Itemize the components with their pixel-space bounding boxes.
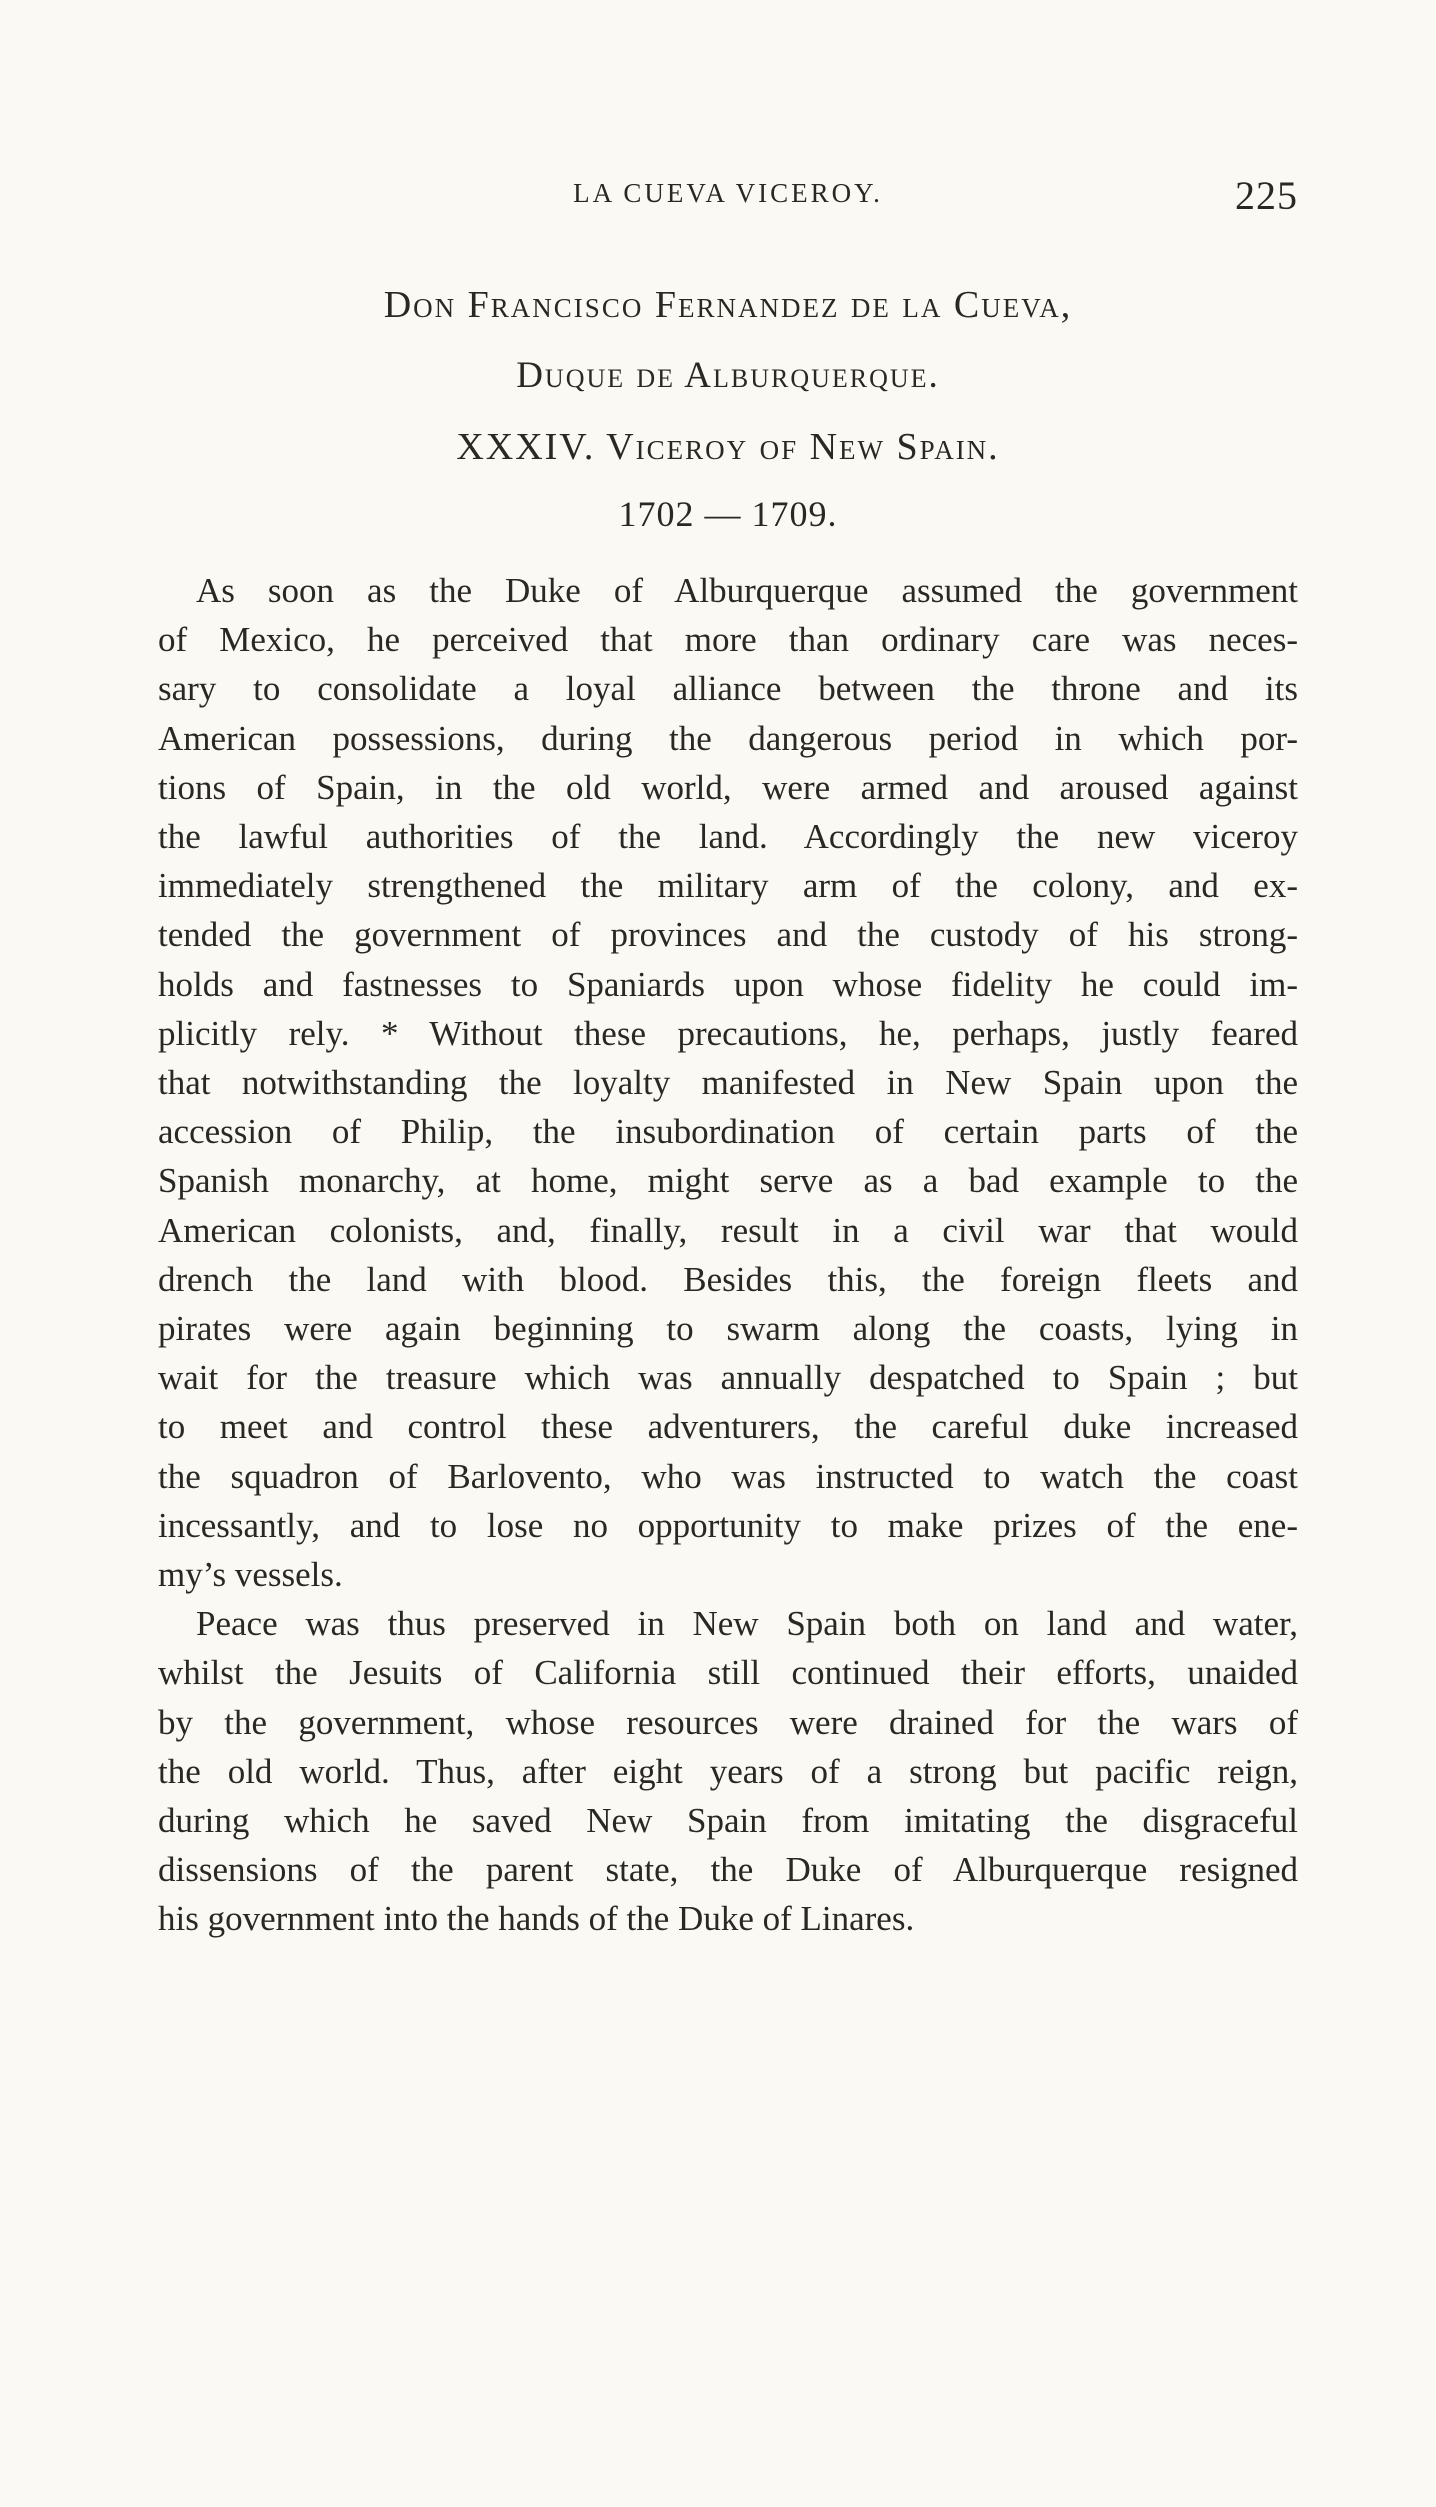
text-line: Spanish monarchy, at home, might serve as a bad example to the xyxy=(158,1161,1298,1201)
body-text xyxy=(158,566,1298,1944)
paragraph-2 xyxy=(158,1599,1298,1943)
text-line: accession of Philip, the insubordination of certain parts of the xyxy=(158,1112,1298,1152)
heading-title: Duque de Alburquerque. xyxy=(516,355,940,396)
text-line: immediately strengthened the military arm of the colony, and ex- xyxy=(158,866,1298,906)
text-line: to meet and control these adventurers, the careful duke increased xyxy=(158,1407,1298,1447)
text-line: Peace was thus preserved in New Spain both on land and water, xyxy=(196,1604,1298,1644)
text-line: American colonists, and, finally, result in a civil war that would xyxy=(158,1210,1298,1250)
text-line: plicitly rely. * Without these precautions, he, perhaps, justly feared xyxy=(158,1013,1298,1053)
text-line: by the government, whose resources were drained for the wars of xyxy=(158,1702,1298,1742)
running-head xyxy=(158,172,1298,222)
heading-dates: 1702 — 1709. xyxy=(618,494,838,534)
text-line: the old world. Thus, after eight years of a strong but pacific reign, xyxy=(158,1751,1298,1791)
text-line: sary to consolidate a loyal alliance between the throne and its xyxy=(158,669,1298,709)
text-line: drench the land with blood. Besides this, the foreign fleets and xyxy=(158,1259,1298,1299)
text-line: whilst the Jesuits of California still continued their efforts, unaided xyxy=(158,1653,1298,1693)
running-title: LA CUEVA VICEROY. xyxy=(573,178,883,208)
text-line: pirates were again beginning to swarm along the coasts, lying in xyxy=(158,1309,1298,1349)
page-number: 225 xyxy=(1235,173,1298,218)
text-line: during which he saved New Spain from imitating the disgraceful xyxy=(158,1801,1298,1841)
text-line: dissensions of the parent state, the Duke of Alburquerque resigned xyxy=(158,1850,1298,1890)
text-line: holds and fastnesses to Spaniards upon whose fidelity he could im- xyxy=(158,964,1298,1004)
text-line: of Mexico, he perceived that more than ordinary care was neces- xyxy=(158,620,1298,660)
text-line: the squadron of Barlovento, who was instructed to watch the coast xyxy=(158,1456,1298,1496)
text-line: the lawful authorities of the land. Accordingly the new viceroy xyxy=(158,817,1298,857)
heading-name: Don Francisco Fernandez de la Cueva, xyxy=(383,284,1073,326)
text-line: tended the government of provinces and the custody of his strong- xyxy=(158,915,1298,955)
paragraph-1 xyxy=(158,566,1298,1599)
text-line: As soon as the Duke of Alburquerque assumed the government xyxy=(196,571,1298,610)
text-line: my’s vessels. xyxy=(158,1555,343,1595)
text-line: that notwithstanding the loyalty manifested in New Spain upon the xyxy=(158,1063,1298,1103)
text-line: wait for the treasure which was annually despatched to Spain ; but xyxy=(158,1358,1298,1398)
heading-viceroy-number: XXXIV. Viceroy of New Spain. xyxy=(456,426,1000,468)
text-line: incessantly, and to lose no opportunity to make prizes of the ene- xyxy=(158,1505,1298,1545)
text-line: his government into the hands of the Duke of Linares. xyxy=(158,1899,915,1939)
text-line: American possessions, during the dangerous period in which por- xyxy=(158,718,1298,758)
text-line: tions of Spain, in the old world, were armed and aroused against xyxy=(158,767,1298,807)
